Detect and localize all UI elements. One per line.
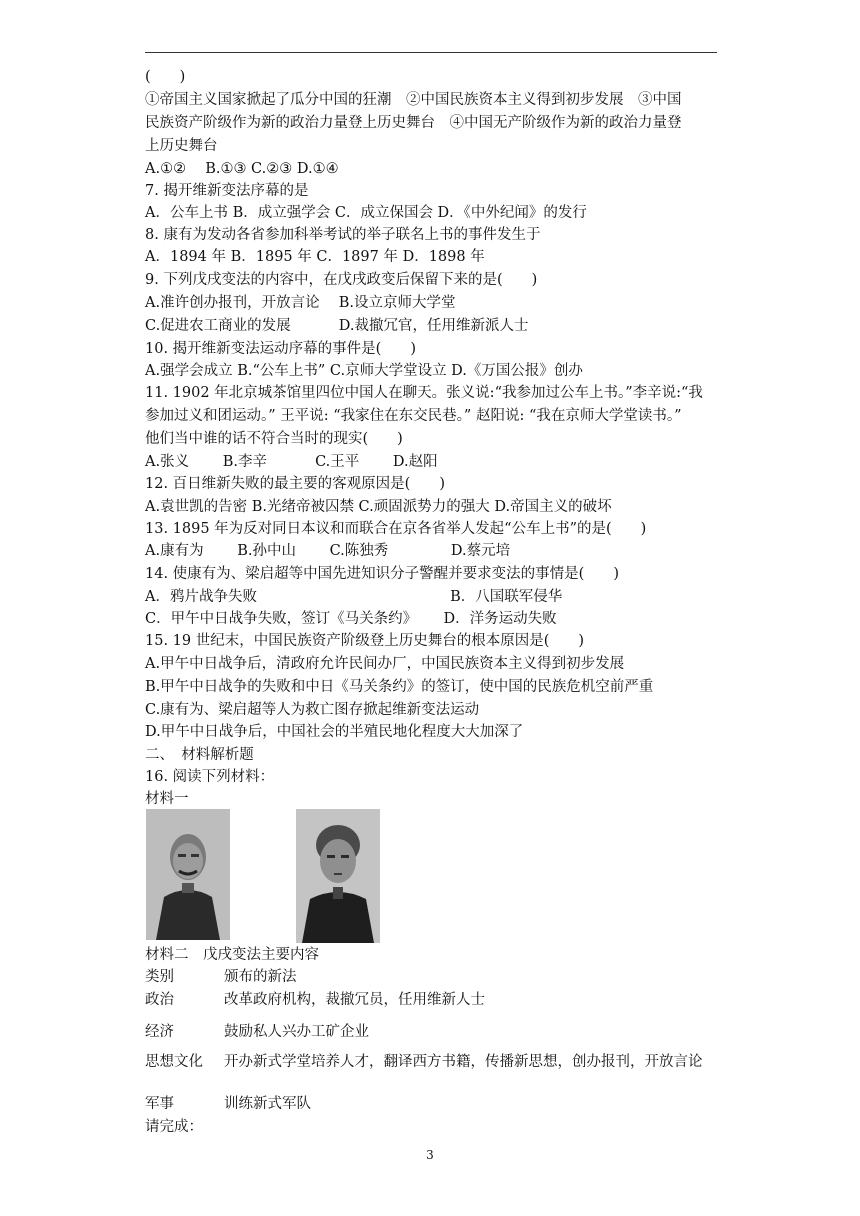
text-line: B.甲午中日战争的失败和中日《马关条约》的签订，使中国的民族危机空前严重 bbox=[145, 679, 654, 695]
text-line: 参加过义和团运动。” 王平说: “我家住在东交民巷。” 赵阳说: “我在京师大学堂读书。” bbox=[145, 408, 682, 424]
material-2-title: 材料二 戊戌变法主要内容 bbox=[145, 947, 319, 963]
text-line: A.康有为 B.孙中山 C.陈独秀 D.蔡元培 bbox=[145, 543, 511, 559]
text-line: A.甲午中日战争后，清政府允许民间办厂，中国民族资本主义得到初步发展 bbox=[145, 656, 625, 672]
table-row-content: 改革政府机构，裁撤冗员，任用维新人士 bbox=[224, 992, 485, 1008]
text-line: A.准许创办报刊，开放言论 B.设立京师大学堂 bbox=[145, 295, 456, 311]
text-line: ①帝国主义国家掀起了瓜分中国的狂潮 ②中国民族资本主义得到初步发展 ③中国 bbox=[145, 92, 682, 108]
text-line: D.甲午中日战争后，中国社会的半殖民地化程度大大加深了 bbox=[145, 724, 524, 740]
question-16: 16. 阅读下列材料： bbox=[145, 769, 275, 785]
text-line: A．公车上书 B．成立强学会 C．成立保国会 D．《中外纪闻》的发行 bbox=[145, 205, 587, 221]
question-10: 10. 揭开维新变法运动序幕的事件是( ) bbox=[145, 341, 416, 357]
text-line: A.①② B.①③ C.②③ D.①④ bbox=[145, 161, 339, 177]
table-row-content: 开办新式学堂培养人才，翻译西方书籍，传播新思想，创办报刊，开放言论 bbox=[224, 1054, 703, 1070]
page-number: 3 bbox=[426, 1148, 434, 1162]
question-9: 9. 下列戊戌变法的内容中，在戊戌政变后保留下来的是( ) bbox=[145, 272, 538, 288]
header-rule bbox=[145, 52, 717, 53]
text-line: A.张义 B.李辛 C.王平 D.赵阳 bbox=[145, 454, 438, 470]
text-line: A．1894 年 B．1895 年 C．1897 年 D．1898 年 bbox=[145, 249, 485, 265]
text-line: 他们当中谁的话不符合当时的现实( ) bbox=[145, 431, 403, 447]
question-12: 12. 百日维新失败的最主要的客观原因是( ) bbox=[145, 476, 445, 492]
table-row-category: 军事 bbox=[145, 1096, 174, 1112]
question-14: 14. 使康有为、梁启超等中国先进知识分子警醒并要求变法的事情是( ) bbox=[145, 566, 619, 582]
text-line: A.袁世凯的告密 B.光绪帝被囚禁 C.顽固派势力的强大 D.帝国主义的破坏 bbox=[145, 499, 612, 515]
text-line: 上历史舞台 bbox=[145, 138, 218, 154]
text-line: 民族资产阶级作为新的政治力量登上历史舞台 ④中国无产阶级作为新的政治力量登 bbox=[145, 115, 682, 131]
question-7: 7. 揭开维新变法序幕的是 bbox=[145, 183, 309, 199]
question-11: 11. 1902 年北京城茶馆里四位中国人在聊天。张义说:“我参加过公车上书。”李辛说:“我 bbox=[145, 385, 703, 401]
table-row-category: 思想文化 bbox=[145, 1054, 203, 1070]
text-line: A.强学会成立 B.“公车上书” C.京师大学堂设立 D.《万国公报》创办 bbox=[145, 363, 583, 379]
text-line: C.促进农工商业的发展 D.裁撤冗官，任用维新派人士 bbox=[145, 318, 529, 334]
section-heading: 二、 材料解析题 bbox=[145, 747, 254, 763]
portrait-photo-right bbox=[296, 809, 380, 943]
question-13: 13. 1895 年为反对同日本议和而联合在京各省举人发起“公车上书”的是( ) bbox=[145, 521, 647, 537]
table-row-category: 经济 bbox=[145, 1024, 174, 1040]
material-1-label: 材料一 bbox=[145, 791, 189, 807]
text-line: A．鸦片战争失败 B．八国联军侵华 bbox=[145, 589, 563, 605]
question-8: 8. 康有为发动各省参加科举考试的举子联名上书的事件发生于 bbox=[145, 227, 541, 243]
prompt-text: 请完成： bbox=[145, 1119, 203, 1135]
portrait-photo-left bbox=[146, 809, 230, 940]
table-header-category: 类别 bbox=[145, 969, 174, 985]
text-line: C.康有为、梁启超等人为救亡图存掀起维新变法运动 bbox=[145, 702, 480, 718]
table-row-category: 政治 bbox=[145, 992, 174, 1008]
table-row-content: 训练新式军队 bbox=[224, 1096, 311, 1112]
text-line: C．甲午中日战争失败，签订《马关条约》 D．洋务运动失败 bbox=[145, 611, 557, 627]
table-row-content: 鼓励私人兴办工矿企业 bbox=[224, 1024, 369, 1040]
question-15: 15. 19 世纪末，中国民族资产阶级登上历史舞台的根本原因是( ) bbox=[145, 633, 585, 649]
text-line: ( ) bbox=[145, 69, 186, 85]
table-header-content: 颁布的新法 bbox=[224, 969, 297, 985]
